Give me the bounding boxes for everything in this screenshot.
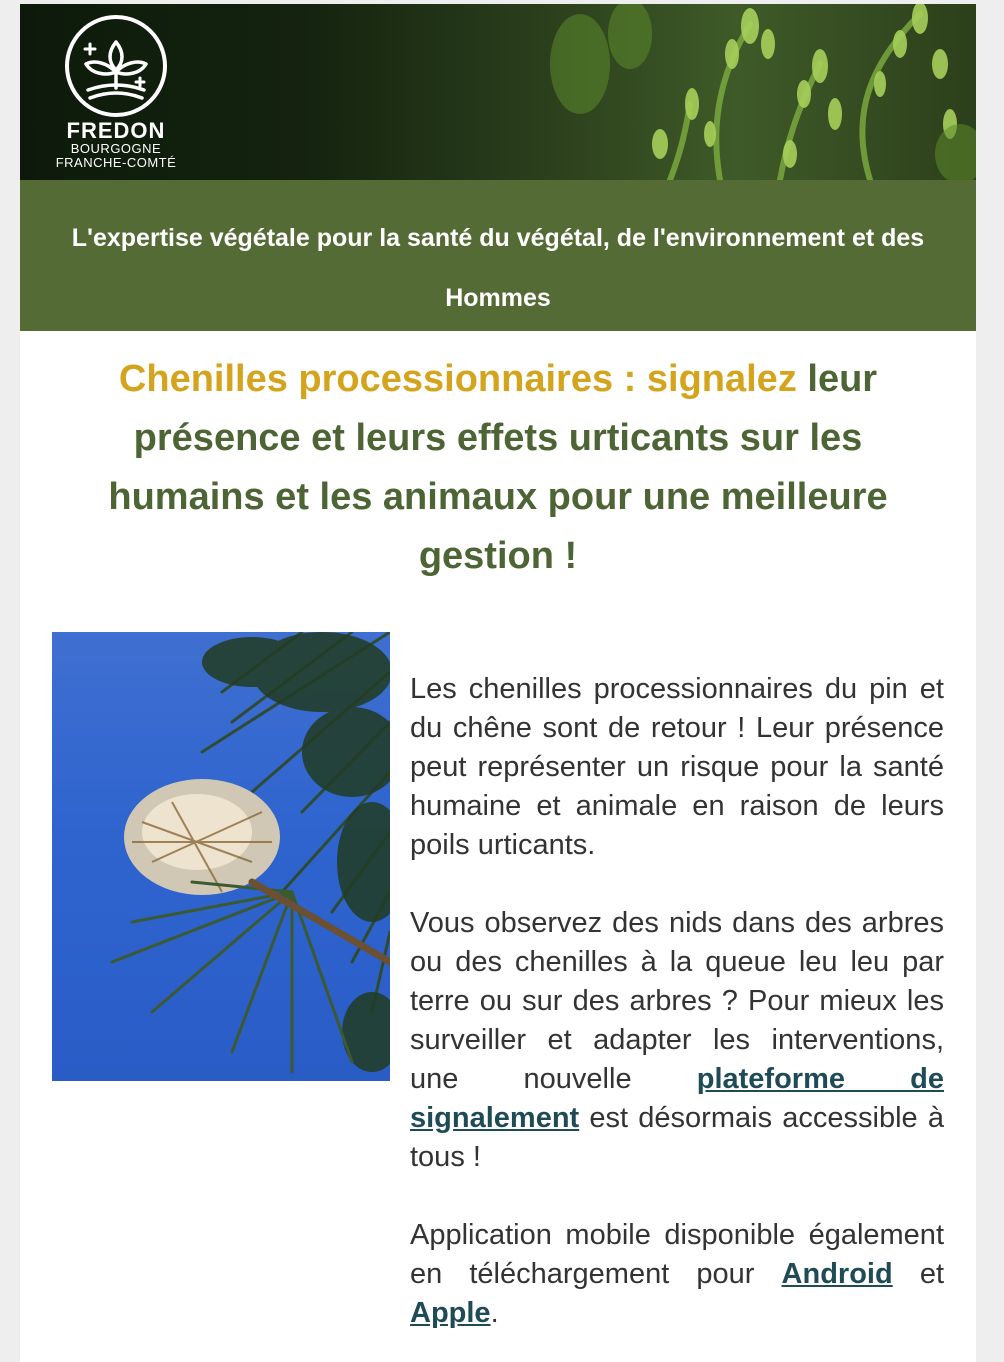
logo-region-1: BOURGOGNE: [70, 141, 162, 156]
reporting-platform-link[interactable]: plateforme de signalement: [410, 1063, 944, 1134]
email-body: [20, 4, 976, 1362]
paragraph-intro: Les chenilles processionnaires du pin et du chêne sont de retour ! Leur présence peut représenter un risque pour la santé humaine et animale en raison de leurs poils urticants.: [410, 673, 944, 861]
title-highlight: Chenilles processionnaires : signalez: [118, 358, 797, 400]
article-title: [70, 350, 926, 586]
paragraph-app-and: et: [892, 1258, 945, 1290]
tagline: L'expertise végétale pour la santé du végétal, de l'environnement et des Hommes: [71, 224, 925, 312]
fredon-logo: [50, 14, 182, 178]
article-body: [410, 670, 944, 1333]
caterpillar-nest-photo: [52, 632, 390, 1081]
paragraph-observe-end: est désormais accessible à tous !: [410, 1102, 944, 1173]
nest-illustration: [52, 632, 390, 1081]
leaf-logo-icon: [64, 14, 168, 118]
paragraph-app-text: Application mobile disponible également en téléchargement pour: [410, 1219, 944, 1290]
paragraph-app-end: .: [490, 1297, 499, 1329]
logo-region-2: FRANCHE-COMTÉ: [55, 155, 177, 170]
tagline-band: [20, 180, 976, 331]
header-banner: [20, 4, 976, 180]
paragraph-observe: [410, 904, 944, 1177]
title-rest: leur présence et leurs effets urticants sur les humains et les animaux pour une meilleure gestion !: [108, 358, 888, 577]
paragraph-observe-text: Vous observez des nids dans des arbres ou des chenilles à la queue leu leu par terre ou sur des arbres ? Pour mieux les surveiller et adapter les interventions, une nouvelle: [410, 907, 944, 1095]
logo-brand: FREDON: [66, 118, 166, 143]
android-link[interactable]: Android: [781, 1258, 893, 1290]
paragraph-app: [410, 1216, 944, 1333]
apple-link[interactable]: Apple: [410, 1297, 491, 1329]
